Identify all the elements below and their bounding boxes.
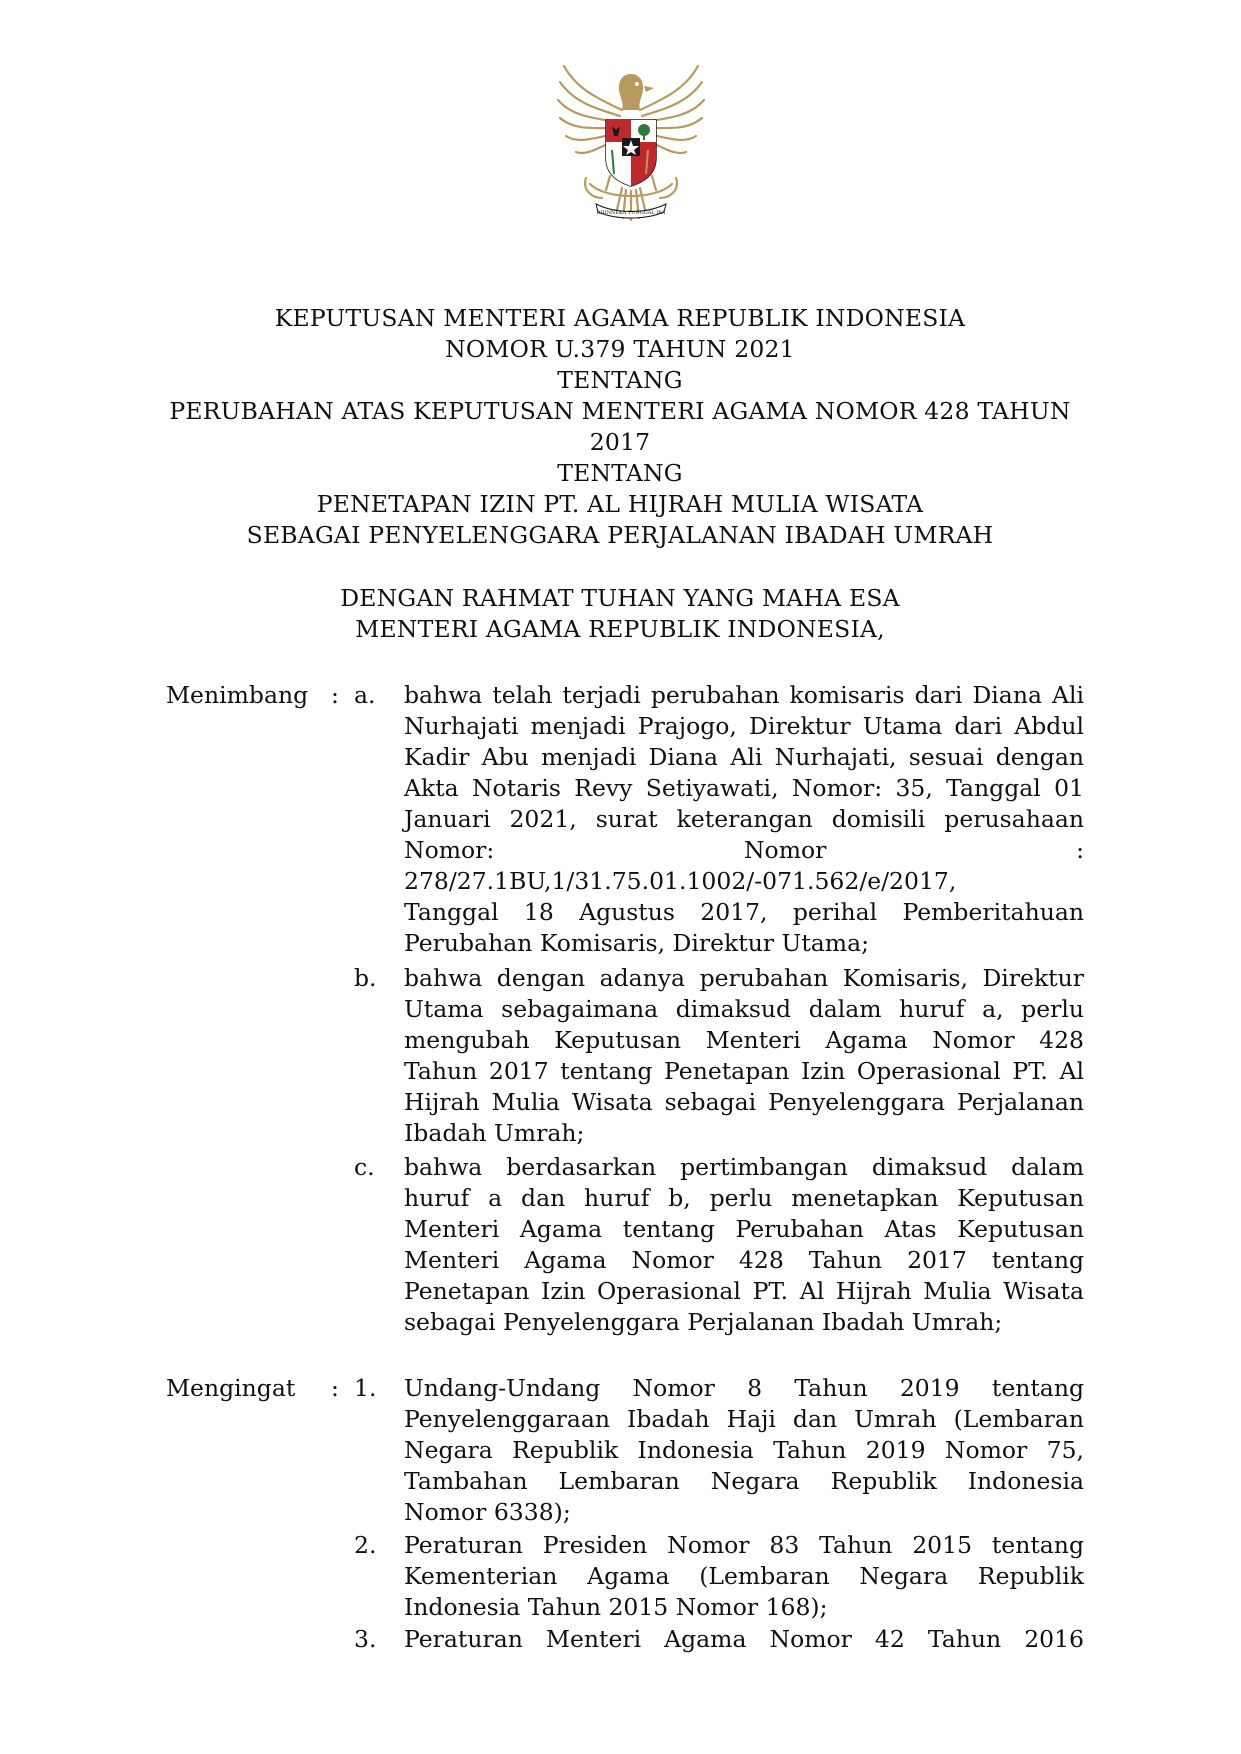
menimbang-marker-b: b. — [354, 964, 377, 992]
text-line: Menteri Agama Nomor 428 Tahun 2017 tentang — [404, 1246, 1084, 1274]
title-line: TENTANG — [557, 459, 683, 487]
title-line: SEBAGAI PENYELENGGARA PERJALANAN IBADAH UMRAH — [246, 521, 994, 549]
text-line: Penetapan Izin Operasional PT. Al Hijrah Mulia Wisata — [404, 1277, 1084, 1305]
text-line: Tanggal 18 Agustus 2017, perihal Pemberitahuan — [404, 898, 1084, 926]
menimbang-label: Menimbang — [166, 681, 309, 709]
text-line: Akta Notaris Revy Setiyawati, Nomor: 35, Tanggal 01 — [404, 774, 1084, 802]
title-line: 2017 — [589, 428, 651, 456]
text-line: bahwa berdasarkan pertimbangan dimaksud dalam — [404, 1153, 1084, 1181]
menimbang-colon: : — [331, 681, 339, 709]
menimbang-marker-a: a. — [354, 681, 376, 709]
text-line: Menteri Agama tentang Perubahan Atas Keputusan — [404, 1215, 1084, 1243]
text-line: Tahun 2017 tentang Penetapan Izin Operasional PT. Al — [404, 1057, 1084, 1085]
text-line: Nomor 6338); — [404, 1498, 571, 1526]
mengingat-marker-2: 2. — [354, 1531, 377, 1559]
text-line: Penyelenggaraan Ibadah Haji dan Umrah (Lembaran — [404, 1405, 1084, 1433]
text-line: Nurhajati menjadi Prajogo, Direktur Utama dari Abdul — [404, 712, 1084, 740]
text-line: Peraturan Presiden Nomor 83 Tahun 2015 tentang — [404, 1531, 1084, 1559]
text-line: Kementerian Agama (Lembaran Negara Republik — [404, 1562, 1084, 1590]
text-line: bahwa telah terjadi perubahan komisaris dari Diana Ali — [404, 681, 1084, 709]
title-line: PERUBAHAN ATAS KEPUTUSAN MENTERI AGAMA NOMOR 428 TAHUN — [169, 397, 1071, 425]
title-line: NOMOR U.379 TAHUN 2021 — [445, 335, 795, 363]
document-title — [140, 303, 1100, 551]
text-line: 278/27.1BU,1/31.75.01.1002/-071.562/e/2017, — [404, 867, 957, 895]
title-line: TENTANG — [557, 366, 683, 394]
garuda-pancasila-emblem-icon — [556, 58, 706, 234]
text-line: Utama sebagaimana dimaksud dalam huruf a, perlu — [404, 995, 1084, 1023]
text-line: Nomor: Nomor : — [404, 836, 1084, 864]
text-line: Undang-Undang Nomor 8 Tahun 2019 tentang — [404, 1374, 1084, 1402]
text-line: Peraturan Menteri Agama Nomor 42 Tahun 2016 — [404, 1625, 1084, 1653]
title-line: KEPUTUSAN MENTERI AGAMA REPUBLIK INDONESIA — [274, 304, 966, 332]
text-line: Kadir Abu menjadi Diana Ali Nurhajati, sesuai dengan — [404, 743, 1084, 771]
text-line: sebagai Penyelenggara Perjalanan Ibadah Umrah; — [404, 1308, 1003, 1336]
emblem-motto: BHINNEKA TUNGGAL IKA — [596, 210, 666, 216]
mengingat-marker-1: 1. — [354, 1374, 377, 1402]
text-line: Tambahan Lembaran Negara Republik Indonesia — [404, 1467, 1084, 1495]
menimbang-item-a — [404, 680, 1084, 959]
text-line: bahwa dengan adanya perubahan Komisaris, Direktur — [404, 964, 1084, 992]
text-line: Perubahan Komisaris, Direktur Utama; — [404, 929, 870, 957]
mengingat-item-2 — [404, 1530, 1084, 1623]
text-line: Ibadah Umrah; — [404, 1119, 585, 1147]
menimbang-item-c — [404, 1152, 1084, 1338]
mengingat-marker-3: 3. — [354, 1625, 377, 1653]
opening-line: DENGAN RAHMAT TUHAN YANG MAHA ESA — [340, 584, 900, 612]
text-line: Indonesia Tahun 2015 Nomor 168); — [404, 1593, 828, 1621]
mengingat-label: Mengingat — [166, 1374, 296, 1402]
text-line: huruf a dan huruf b, perlu menetapkan Keputusan — [404, 1184, 1084, 1212]
text-line: mengubah Keputusan Menteri Agama Nomor 428 — [404, 1026, 1084, 1054]
text-line: Negara Republik Indonesia Tahun 2019 Nomor 75, — [404, 1436, 1084, 1464]
mengingat-item-1 — [404, 1373, 1084, 1528]
mengingat-item-3 — [404, 1624, 1084, 1655]
opening-line: MENTERI AGAMA REPUBLIK INDONESIA, — [355, 615, 885, 643]
menimbang-marker-c: c. — [354, 1153, 375, 1181]
text-line: Januari 2021, surat keterangan domisili perusahaan — [404, 805, 1084, 833]
title-line: PENETAPAN IZIN PT. AL HIJRAH MULIA WISATA — [316, 490, 924, 518]
mengingat-colon: : — [331, 1374, 339, 1402]
text-line: Hijrah Mulia Wisata sebagai Penyelenggara Perjalanan — [404, 1088, 1084, 1116]
opening-formula — [140, 583, 1100, 645]
menimbang-item-b — [404, 963, 1084, 1149]
